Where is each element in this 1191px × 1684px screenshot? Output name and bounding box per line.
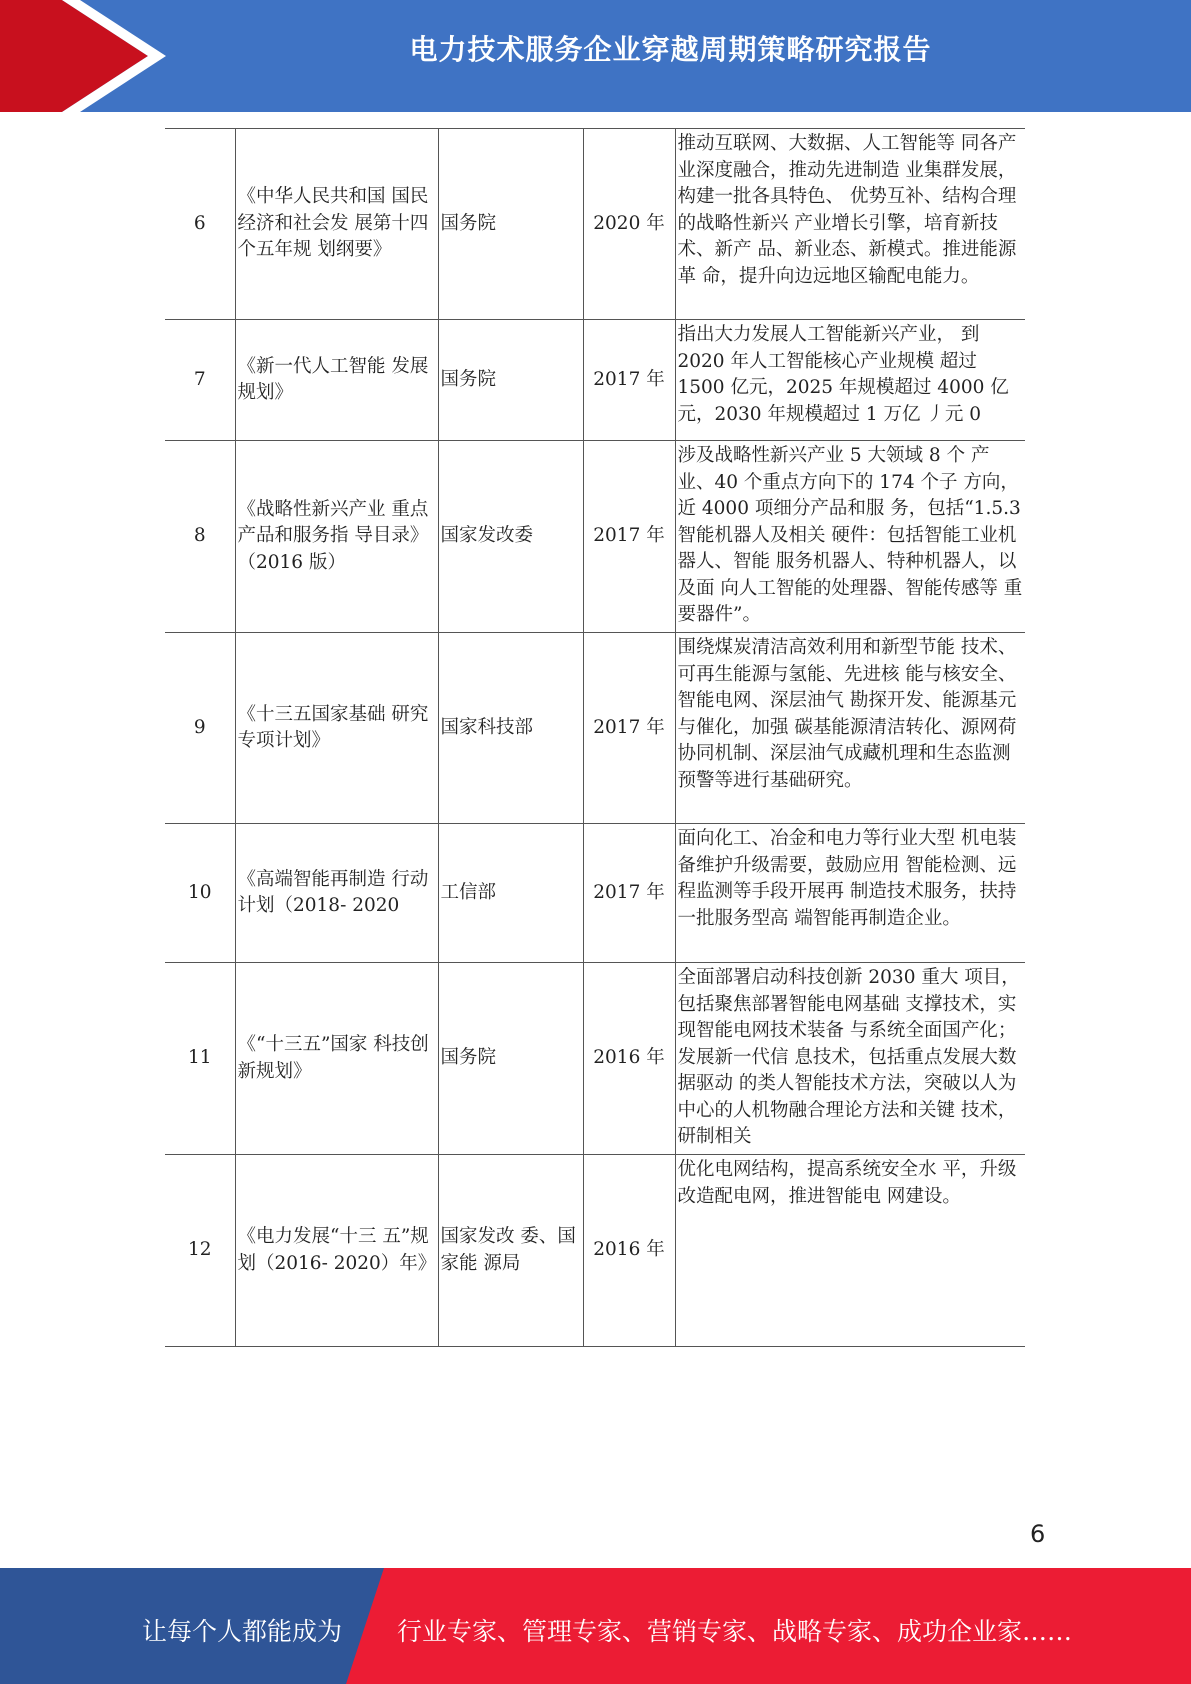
policy-content: 围绕煤炭清洁高效利用和新型节能 技术、可再生能源与氢能、先进核 能与核安全、智能电网、深层油气 勘探开发、能源基元与催化，加强 碳基能源清洁转化、源网荷协同机制、深层油气成藏机理和生态监测 预警等进行基础研究。 <box>675 633 1025 824</box>
issuing-department: 国家发改 委、国家能 源局 <box>438 1155 583 1347</box>
issue-year: 2017 年 <box>583 320 675 441</box>
policy-content: 优化电网结构，提高系统安全水 平，升级改造配电网，推进智能电 网建设。 <box>675 1155 1025 1347</box>
issue-year: 2016 年 <box>583 1155 675 1347</box>
issuing-department: 国务院 <box>438 320 583 441</box>
policy-content: 指出大力发展人工智能新兴产业， 到 2020 年人工智能核心产业规模 超过 1500 亿元，2025 年规模超过 4000 亿元，2030 年规模超过 1 万亿 丿元 0 <box>675 320 1025 441</box>
header-banner <box>0 0 1191 112</box>
issuing-department: 工信部 <box>438 824 583 963</box>
policy-name: 《战略性新兴产业 重点产品和服务指 导目录》（2016 版） <box>235 441 438 633</box>
page-number: 6 <box>1030 1520 1046 1548</box>
row-number: 9 <box>165 633 235 824</box>
policy-content: 全面部署启动科技创新 2030 重大 项目，包括聚焦部署智能电网基础 支撑技术，实现智能电网技术装备 与系统全面国产化；发展新一代信 息技术，包括重点发展大数据驱动 的类人智能技术方法，突破以人为 中心的人机物融合理论方法和关键 技术，研制相关 <box>675 963 1025 1155</box>
policy-name: 《十三五国家基础 研究专项计划》 <box>235 633 438 824</box>
issue-year: 2017 年 <box>583 633 675 824</box>
table-row <box>165 963 1025 1155</box>
policy-name: 《电力发展“十三 五”规划（2016- 2020）年》 <box>235 1155 438 1347</box>
row-number: 12 <box>165 1155 235 1347</box>
table-row <box>165 320 1025 441</box>
row-number: 8 <box>165 441 235 633</box>
report-title: 电力技术服务企业穿越周期策略研究报告 <box>409 33 932 66</box>
policy-content: 涉及战略性新兴产业 5 大领域 8 个 产业、40 个重点方向下的 174 个子 方向，近 4000 项细分产品和服 务，包括“1.5.3 智能机器人及相关 硬件：包括智能工业机器人、智能 服务机器人、特种机器人，以及面 向人工智能的处理器、智能传感等 重要器件”。 <box>675 441 1025 633</box>
row-number: 10 <box>165 824 235 963</box>
issue-year: 2017 年 <box>583 824 675 963</box>
issuing-department: 国家科技部 <box>438 633 583 824</box>
table-row <box>165 129 1025 320</box>
policy-name: 《“十三五”国家 科技创新规划》 <box>235 963 438 1155</box>
footer-slogan-left: 让每个人都能成为 <box>142 1617 343 1646</box>
issuing-department: 国家发改委 <box>438 441 583 633</box>
policy-content: 推动互联网、大数据、人工智能等 同各产业深度融合，推动先进制造 业集群发展，构建一批各具特色、 优势互补、结构合理的战略性新兴 产业增长引擎，培育新技术、新产 品、新业态、新模式。推进能源革 命，提升向边远地区输配电能力。 <box>675 129 1025 320</box>
table-row <box>165 824 1025 963</box>
table-row <box>165 441 1025 633</box>
policy-name: 《高端智能再制造 行动计划（2018- 2020 <box>235 824 438 963</box>
row-number: 7 <box>165 320 235 441</box>
policy-table <box>165 128 1025 1347</box>
issue-year: 2020 年 <box>583 129 675 320</box>
policy-content: 面向化工、冶金和电力等行业大型 机电装备维护升级需要，鼓励应用 智能检测、远程监测等手段开展再 制造技术服务，扶持一批服务型高 端智能再制造企业。 <box>675 824 1025 963</box>
table-row <box>165 633 1025 824</box>
issue-year: 2016 年 <box>583 963 675 1155</box>
policy-name: 《新一代人工智能 发展规划》 <box>235 320 438 441</box>
row-number: 6 <box>165 129 235 320</box>
footer-slogan-right: 行业专家、管理专家、营销专家、战略专家、成功企业家…… <box>397 1617 1073 1646</box>
issuing-department: 国务院 <box>438 129 583 320</box>
policy-name: 《中华人民共和国 国民经济和社会发 展第十四个五年规 划纲要》 <box>235 129 438 320</box>
issuing-department: 国务院 <box>438 963 583 1155</box>
issue-year: 2017 年 <box>583 441 675 633</box>
table-row <box>165 1155 1025 1347</box>
footer-banner <box>0 1568 1191 1684</box>
row-number: 11 <box>165 963 235 1155</box>
